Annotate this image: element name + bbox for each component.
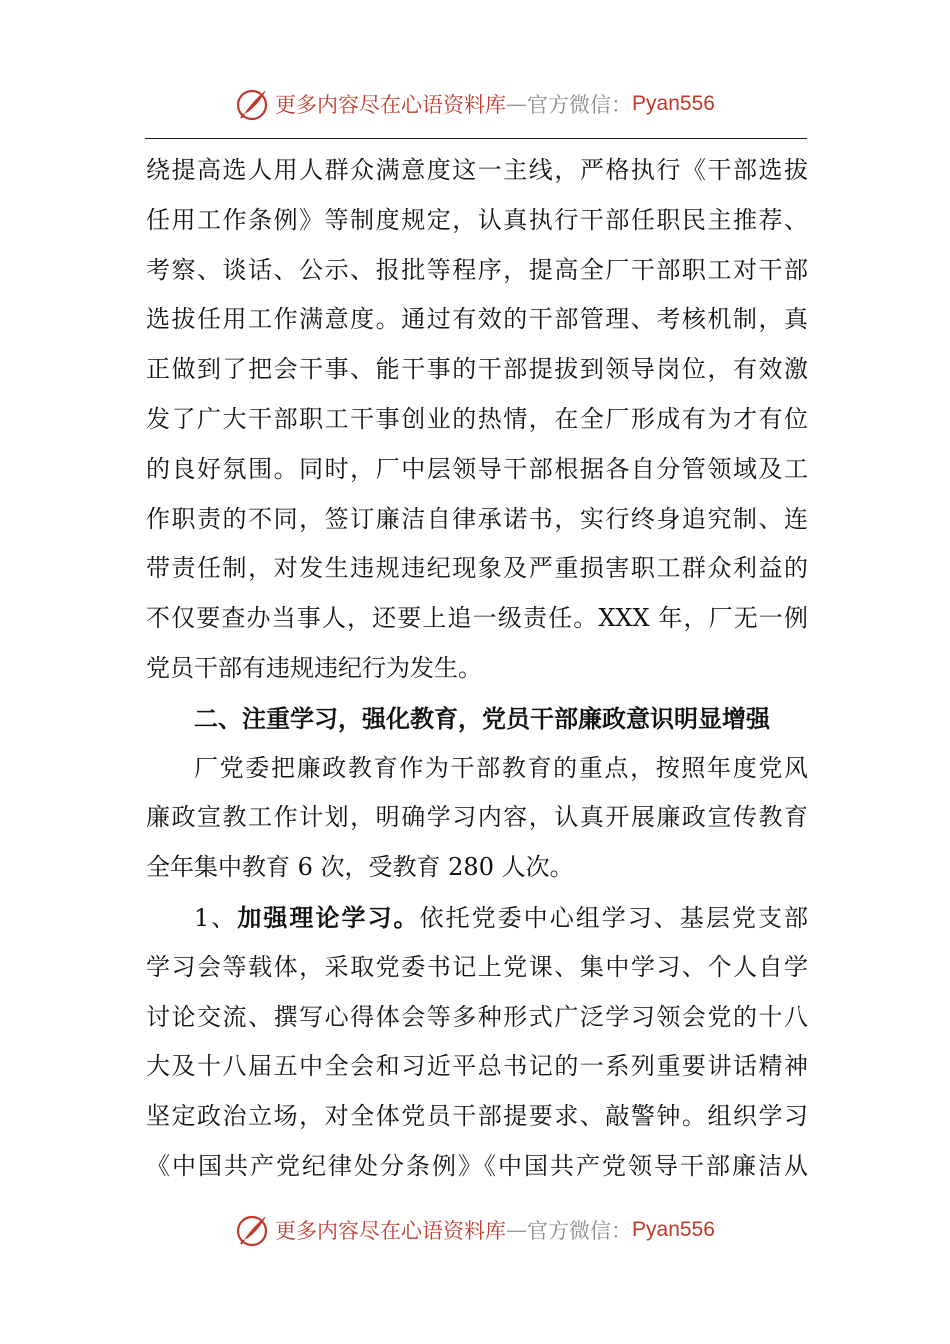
text-line: 坚定政治立场，对全体党员干部提要求、敲警钟。组织学习 bbox=[146, 1102, 808, 1131]
paragraph-2 bbox=[146, 744, 808, 893]
text-line: 厂党委把廉政教育作为干部教育的重点，按照年度党风 bbox=[194, 753, 808, 782]
paragraph-3 bbox=[146, 893, 808, 1192]
text-line: 学习会等载体，采取党委书记上党课、集中学习、个人自学 bbox=[146, 952, 808, 981]
banner-site-text: 更多内容尽在心语资料库 bbox=[275, 1219, 507, 1243]
header-divider bbox=[145, 138, 807, 139]
item-number: 1、 bbox=[194, 903, 238, 932]
text-line: 《中国共产党纪律处分条例》《中国共产党领导干部廉洁从 bbox=[146, 1151, 808, 1180]
text-line: 任用工作条例》等制度规定，认真执行干部任职民主推荐、 bbox=[146, 205, 808, 234]
item-first-line-rest: 依托党委中心组学习、基层党支部 bbox=[419, 903, 808, 932]
banner-account-handle: Pyan556 bbox=[632, 1218, 715, 1241]
text-line: 党员干部有违规违纪行为发生。 bbox=[146, 653, 482, 682]
text-line: 带责任制，对发生违规违纪现象及严重损害职工群众利益的 bbox=[146, 554, 808, 583]
text-line: 考察、谈话、公示、报批等程序，提高全厂干部职工对干部 bbox=[146, 255, 808, 284]
quill-pen-logo-icon bbox=[235, 1213, 269, 1247]
text-line bbox=[146, 893, 808, 943]
text-line: 不仅要查办当事人，还要上追一级责任。XXX 年，厂无一例 bbox=[146, 604, 808, 633]
section-heading: 二、注重学习，强化教育，党员干部廉政意识明显增强 bbox=[194, 703, 770, 733]
text-line: 选拔任用工作满意度。通过有效的干部管理、考核机制，真 bbox=[146, 305, 808, 334]
text-line: 的良好氛围。同时，厂中层领导干部根据各自分管领域及工 bbox=[146, 454, 808, 483]
banner-account-label: 官方微信： bbox=[527, 1219, 633, 1243]
text-line: 大及十八届五中全会和习近平总书记的一系列重要讲话精神 bbox=[146, 1052, 808, 1081]
banner-account-handle: Pyan556 bbox=[632, 92, 715, 115]
header-banner bbox=[0, 84, 950, 124]
text-line: 全年集中教育 6 次，受教育 280 人次。 bbox=[146, 853, 574, 882]
footer-banner bbox=[0, 1210, 950, 1250]
quill-pen-logo-icon bbox=[235, 87, 269, 121]
banner-dash: — bbox=[506, 1218, 528, 1242]
item-lead-text: 加强理论学习。 bbox=[237, 902, 420, 932]
paragraph-1 bbox=[146, 146, 808, 694]
banner-account-label: 官方微信： bbox=[527, 93, 633, 117]
text-line: 发了广大干部职工干事创业的热情，在全厂形成有为才有位 bbox=[146, 404, 808, 433]
text-line: 正做到了把会干事、能干事的干部提拔到领导岗位，有效激 bbox=[146, 355, 808, 384]
document-body bbox=[146, 146, 808, 1192]
banner-dash: — bbox=[506, 92, 528, 116]
text-line: 作职责的不同，签订廉洁自律承诺书，实行终身追究制、连 bbox=[146, 504, 808, 533]
text-line: 绕提高选人用人群众满意度这一主线，严格执行《干部选拔 bbox=[146, 156, 808, 184]
banner-site-text: 更多内容尽在心语资料库 bbox=[275, 93, 507, 117]
text-line: 廉政宣教工作计划，明确学习内容，认真开展廉政宣传教育 bbox=[146, 803, 808, 832]
text-line: 讨论交流、撰写心得体会等多种形式广泛学习领会党的十八 bbox=[146, 1002, 808, 1031]
